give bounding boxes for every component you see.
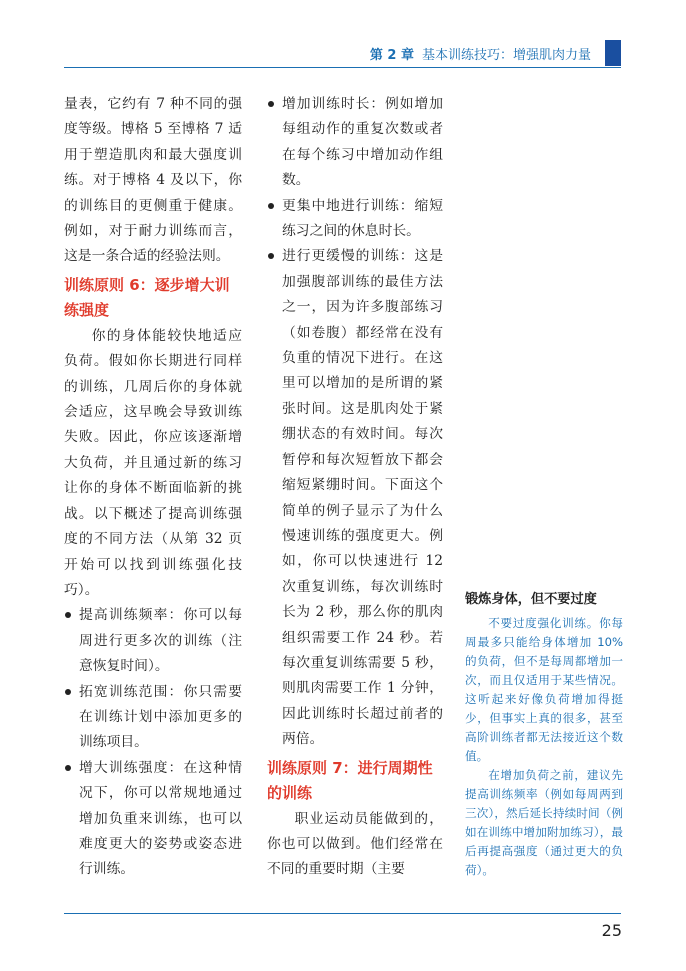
footer-rule <box>64 913 621 914</box>
header-text <box>370 44 591 63</box>
running-header <box>64 40 621 68</box>
continuation-paragraph: 量表，它约有 7 种不同的强度等级。博格 5 至博格 7 适用于塑造肌肉和最大强度训练。对于博格 4 及以下，你的训练目的更侧重于健康。例如，对于耐力训练而言，这是一条合适的经验法则。 <box>64 96 242 265</box>
section-heading-principle-7: 训练原则 7：进行周期性的训练 <box>267 758 433 802</box>
chapter-number: 第 2 章 <box>369 48 414 63</box>
list-item: 进行更缓慢的训练：这是加强腹部训练的最佳方法之一，因为许多腹部练习（如卷腹）都经常在没有负重的情况下进行。在这里可以增加的是所谓的紧张时间。这是肌肉处于紧绷状态的有效时间。每次暂停和每次短暂放下都会缩短紧绷时间。下面这个简单的例子显示了为什么慢速训练的强度更大。例如，你可以快速进行 12 次重复训练，每次训练时长为 2 秒，那么你的肌肉组织需要工作 24 秒。若每次重复训练需要 5 秒，则肌肉需要工作 1 分钟，因此训练时长超过前者的两倍。 <box>267 244 443 752</box>
list-item: 提高训练频率：你可以每周进行更多次的训练（注意恢复时间）。 <box>64 603 242 679</box>
list-item: 增大训练强度：在这种情况下，你可以常规地通过增加负重来训练，也可以难度更大的姿势或姿态进行训练。 <box>64 756 242 883</box>
page-number: 25 <box>601 921 622 940</box>
section-heading-principle-6: 训练原则 6：逐步增大训练强度 <box>64 275 230 319</box>
list-item: 增加训练时长：例如增加每组动作的重复次数或者在每个练习中增加动作组数。 <box>267 92 443 194</box>
sidebar-tip-box <box>465 590 623 880</box>
sidebar-title: 锻炼身体，但不要过度 <box>465 592 597 607</box>
chapter-title: 基本训练技巧：增强肌肉力量 <box>421 48 591 63</box>
list-item: 更集中地进行训练：缩短练习之间的休息时长。 <box>267 194 443 245</box>
intensity-methods-list <box>64 603 242 882</box>
intensity-methods-list-continued <box>267 92 443 753</box>
header-color-block <box>605 40 621 66</box>
left-column <box>64 92 242 883</box>
principle-6-paragraph: 你的身体能较快地适应负荷。假如你长期进行同样的训练，几周后你的身体就会适应，这早晚会导致训练失败。因此，你应该逐渐增大负荷，并且通过新的练习让你的身体不断面临新的挑战。以下概述了提高训练强度的不同方法（从第 32 页开始可以找到训练强化技巧）。 <box>64 327 242 598</box>
sidebar-paragraph: 不要过度强化训练。你每周最多只能给身体增加 10% 的负荷，但不是每周都增加一次，而且仅适用于某些情况。这听起来好像负荷增加得挺少，但事实上真的很多，甚至高阶训练者都无法接近这个数值。 <box>465 616 623 763</box>
middle-column <box>267 92 443 883</box>
list-item: 拓宽训练范围：你只需要在训练计划中添加更多的训练项目。 <box>64 680 242 756</box>
header-rule <box>64 67 621 68</box>
sidebar-paragraph: 在增加负荷之前，建议先提高训练频率（例如每周两到三次），然后延长持续时间（例如在训练中增加附加练习），最后再提高强度（通过更大的负荷）。 <box>465 768 623 877</box>
principle-7-paragraph: 职业运动员能做到的，你也可以做到。他们经常在不同的重要时期（主要 <box>267 810 443 878</box>
